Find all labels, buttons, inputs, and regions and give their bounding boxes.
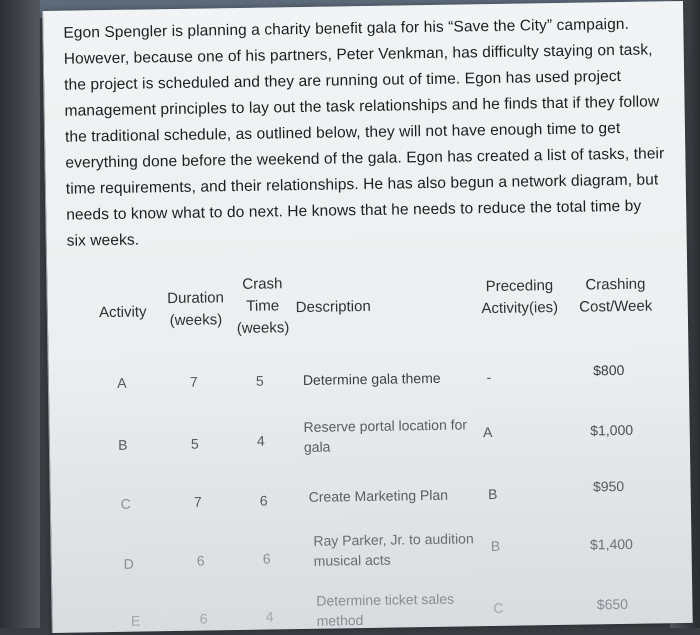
cell-duration: 6	[199, 610, 208, 627]
header-crashing-cost	[567, 273, 664, 319]
header-preceding-label-2: Activity(ies)	[481, 298, 559, 318]
cell-activity: B	[118, 436, 128, 453]
intro-line: Egon Spengler is planning a charity benefit gala for his “Save the City” campaign.	[63, 15, 630, 42]
cell-description-line: gala	[303, 438, 331, 455]
header-duration	[159, 287, 232, 332]
cell-crash: 4	[265, 608, 274, 625]
intro-line: the project is scheduled and they are running out of time. Egon has used project	[64, 67, 622, 94]
cell-description-line: method	[316, 612, 364, 629]
cell-preceding: A	[482, 424, 493, 441]
header-cost-label: Crashing	[585, 275, 646, 294]
intro-line: However, because one of his partners, Peter Venkman, has difficulty staying on task,	[63, 41, 653, 68]
cell-crash: 4	[256, 432, 265, 449]
header-crash-unit: (weeks)	[236, 319, 290, 338]
cell-activity: C	[120, 495, 131, 512]
intro-line: time requirements, and their relationships. He has also begun a network diagram, but	[65, 171, 659, 198]
cell-crash: 6	[262, 550, 271, 567]
cell-description: Determine gala theme	[302, 369, 441, 388]
cell-description: Create Marketing Plan	[308, 486, 449, 505]
cell-duration: 5	[190, 435, 199, 452]
cell-duration: 7	[189, 373, 198, 390]
header-preceding	[479, 275, 560, 320]
paper-sheet	[42, 1, 693, 633]
cell-cost: $800	[593, 361, 625, 379]
cell-preceding: -	[486, 369, 492, 386]
intro-line: six weeks.	[66, 231, 140, 250]
background-left-edge	[0, 0, 40, 628]
intro-line: needs to know what to do next. He knows that he needs to reduce the total time by	[66, 197, 642, 224]
intro-paragraph	[63, 11, 667, 254]
cell-duration: 7	[193, 493, 202, 510]
cell-cost: $1,400	[589, 535, 634, 553]
cell-description	[313, 528, 494, 571]
cell-description	[303, 414, 484, 457]
cell-preceding: C	[493, 599, 504, 617]
header-crash-label: Crash	[242, 275, 283, 293]
header-description-label: Description	[295, 297, 371, 317]
header-cost-unit: Cost/Week	[579, 297, 653, 316]
cell-description-line: Ray Parker, Jr. to audition	[313, 530, 474, 549]
header-crash-label-2: Time	[246, 297, 280, 315]
cell-duration: 6	[196, 552, 205, 569]
header-description	[296, 295, 406, 319]
cell-crash: 5	[255, 372, 264, 389]
header-activity	[88, 301, 158, 324]
cell-cost: $950	[592, 477, 625, 495]
intro-line: everything done before the weekend of the gala. Egon has created a list of tasks, their	[65, 145, 665, 172]
cell-description-line: musical acts	[313, 551, 391, 569]
cell-cost: $1,000	[590, 421, 634, 439]
cell-crash: 6	[259, 492, 268, 509]
cell-activity: A	[117, 374, 127, 391]
header-crash-time	[229, 273, 296, 340]
cell-preceding: B	[490, 537, 501, 555]
intro-line: management principles to lay out the task relationships and he finds that if they follow	[64, 93, 660, 120]
header-duration-label: Duration	[167, 289, 225, 308]
cell-cost: $650	[596, 595, 629, 613]
header-duration-unit: (weeks)	[169, 311, 223, 330]
cell-description-line: Reserve portal location for	[303, 416, 468, 435]
cell-preceding: B	[487, 485, 498, 503]
cell-activity: D	[123, 555, 134, 572]
cell-activity: E	[130, 612, 141, 629]
header-activity-label: Activity	[98, 303, 147, 322]
cell-description	[316, 588, 497, 631]
intro-line: the traditional schedule, as outlined below, they will not have enough time to get	[64, 119, 621, 146]
cell-description-line: Determine ticket sales	[316, 590, 455, 609]
header-preceding-label: Preceding	[485, 277, 554, 296]
